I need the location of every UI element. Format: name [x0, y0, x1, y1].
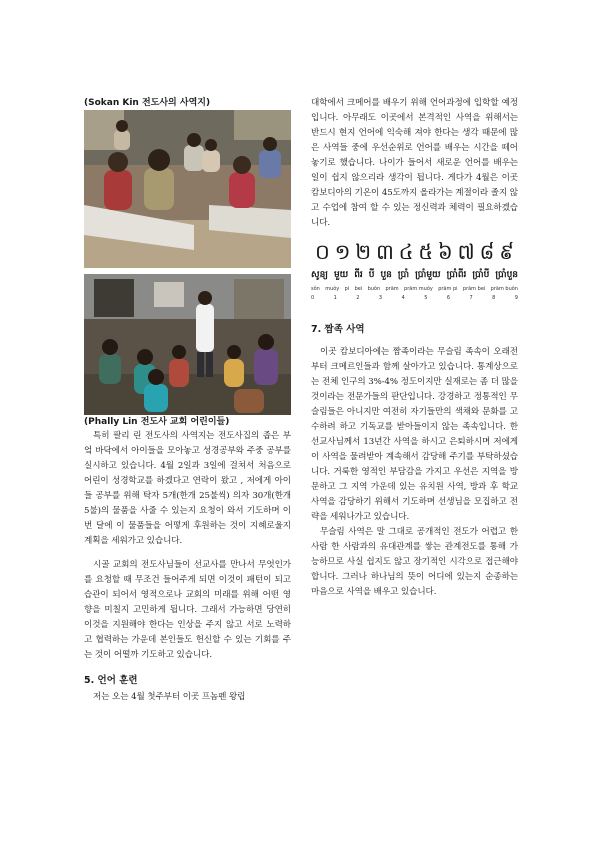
romanized-word: pi [344, 286, 350, 292]
classroom-photo [84, 110, 291, 268]
romanized-word: prăm muôy [404, 286, 433, 292]
khmer-word: ប្រាំបួន [495, 270, 518, 280]
section-5-heading: 5. 언어 훈련 [84, 675, 138, 686]
khmer-numeral: ៤ [398, 240, 414, 264]
section-7-heading: 7. 짬족 사역 [311, 324, 365, 335]
romanized-word: prăm buôn [490, 286, 518, 292]
arabic-digits-row [311, 294, 518, 303]
photo1-caption: (Sokan Kin 전도사의 사역지) [84, 98, 211, 108]
right-paragraph-3: 무슬림 사역은 말 그대로 공개적인 전도가 어렵고 한 사람 한 사람과의 유대관계를 쌓는 관계전도를 통해 가능하므로 사실 쉽지도 않고 장기적인 시각으로 접근해야 합니다. 그러나 하나님의 뜻이 어디에 있는지 순종하는 마음으로 사역을 배우고 있습니다. [311, 527, 518, 597]
right-paragraph-2: 이곳 캄보디아에는 짬족이라는 무슬림 족속이 오래전부터 크메르인들과 함께 살아가고 있습니다. 통계상으로는 전체 인구의 3%-4% 정도이지만 실재로는 좀 더 많을 것이라는 전문가들의 판단입니다. 강경하고 정통적인 무슬림들은 아니지만 여전히 자기들만의 색채와 문화를 고수하려 하고 기독교를 받아들이지 않는 족속입니다. 한 선교사님께서 13년간 사역을 하시고 은퇴하시며 저에게 이 사역을 물려받아 계속해서 감당해 주기를 부탁하셨습니다. 거룩한 영적인 부담감을 가지고 우선은 지역을 방문하고 그 지역 가운데 있는 유치원 사역, 방과 후 학교 사역을 감당하기 위해서 기도하며 선생님을 모집하고 전략을 세워나가고 있습니다. [311, 347, 518, 522]
khmer-word: ប្រាំពីរ [446, 270, 467, 280]
romanized-word: prăm bei [462, 286, 486, 292]
khmer-word: ប្រាំមួយ [415, 270, 441, 280]
khmer-word: ប្រាំបី [472, 270, 490, 280]
children-photo [84, 274, 291, 415]
khmer-word: ពីរ [354, 270, 363, 280]
arabic-digit: 8 [492, 295, 496, 301]
khmer-word: ប្រាំ [397, 270, 410, 280]
romanized-word: sôn [311, 286, 320, 292]
khmer-numeral: ០ [315, 240, 330, 264]
left-paragraph-3: 저는 오는 4월 첫주부터 이곳 프놈펜 왕립 [93, 692, 246, 702]
arabic-digit: 4 [401, 295, 405, 301]
arabic-digit: 7 [469, 295, 473, 301]
khmer-numerals-figure [311, 239, 518, 303]
khmer-word: សូន្យ [311, 270, 328, 280]
classroom-photo-image [84, 110, 291, 268]
arabic-digit: 2 [356, 295, 360, 301]
left-column [84, 96, 291, 705]
khmer-numerals-row [311, 239, 518, 265]
romanized-word: buôn [367, 286, 381, 292]
khmer-numeral: ២ [355, 240, 372, 264]
khmer-numeral: ៥ [418, 240, 434, 264]
left-paragraph-2: 시골 교회의 전도사님들이 선교사를 만나서 무엇인가를 요청할 때 무조건 들어주게 되면 이것이 패턴이 되고 습관이 되어서 영적으로나 교회의 미래를 위해 어떤 영향을 미칠지 고민하게 됩니다. 그래서 가능하면 당연히 이것을 지원해야 한다는 인상을 주지 않고 서로 노력하고 협력하는 가운데 본인들도 헌신할 수 있는 기회를 주는 것이 어떨까 기도하고 있습니다. [84, 560, 291, 660]
arabic-digit: 5 [424, 295, 428, 301]
arabic-digit: 0 [311, 295, 315, 301]
khmer-numeral: ៣ [375, 240, 394, 264]
khmer-word: បី [368, 270, 375, 280]
romanized-word: prăm [385, 286, 399, 292]
khmer-words-row [311, 265, 518, 285]
left-paragraph-1: 특히 팔리 린 전도사의 사역지는 전도사집의 좁은 부엌 바닥에서 아이들을 모아놓고 성경공부와 주중 공부를 실시하고 있습니다. 4월 2일과 3일에 걸쳐서 처음으로 어린이 성경학교를 하겠다고 연락이 왔고 , 저에게 아이들 공부를 위해 탁자 5개(한개 25불씩) 의자 30개(한개 5불)의 물품을 사줄 수 있는지 요청이 와서 기도하며 이번 달에 이 물품들을 어떻게 후원하는 것이 지혜로울지 계획을 세워가고 있습니다. [84, 431, 291, 546]
arabic-digit: 9 [514, 295, 518, 301]
arabic-digit: 3 [378, 295, 383, 301]
khmer-numeral: ៧ [457, 240, 475, 264]
khmer-word: បួន [380, 270, 392, 280]
romanized-word: prăm pi [438, 286, 458, 292]
romanized-row [311, 285, 518, 294]
photo2-caption: (Phally Lin 전도사 교회 어린이들) [84, 417, 230, 427]
khmer-numeral: ៨ [479, 240, 495, 264]
khmer-numeral: ៦ [437, 240, 453, 264]
romanized-word: muôy [325, 286, 340, 292]
right-column [311, 96, 518, 600]
khmer-numeral: ១ [334, 240, 351, 264]
khmer-word: មួយ [333, 270, 349, 280]
arabic-digit: 1 [333, 295, 337, 301]
arabic-digit: 6 [446, 295, 451, 301]
children-photo-image [84, 274, 291, 415]
right-paragraph-1: 대학에서 크메어를 배우기 위해 언어과정에 입학할 예정입니다. 아무래도 이곳에서 본격적인 사역을 위해서는 반드시 현지 언어에 익숙해 져야 한다는 생각 때문에 많은 사역들 중에 우선순위로 언어를 배우는 시간을 떼어 놓기로 했습니다. 나이가 들어서 새로운 언어를 배우는 일이 쉽지 않으리라 생각이 됩니다. 게다가 4월은 이곳 캄보디아의 기온이 45도까지 올라가는 계절이라 졸지 않고 수업에 참여 할 수 있는 정신력과 체력이 필요하겠습니다. [311, 98, 518, 228]
romanized-word: bei [354, 286, 363, 292]
khmer-numeral: ៩ [499, 240, 514, 264]
